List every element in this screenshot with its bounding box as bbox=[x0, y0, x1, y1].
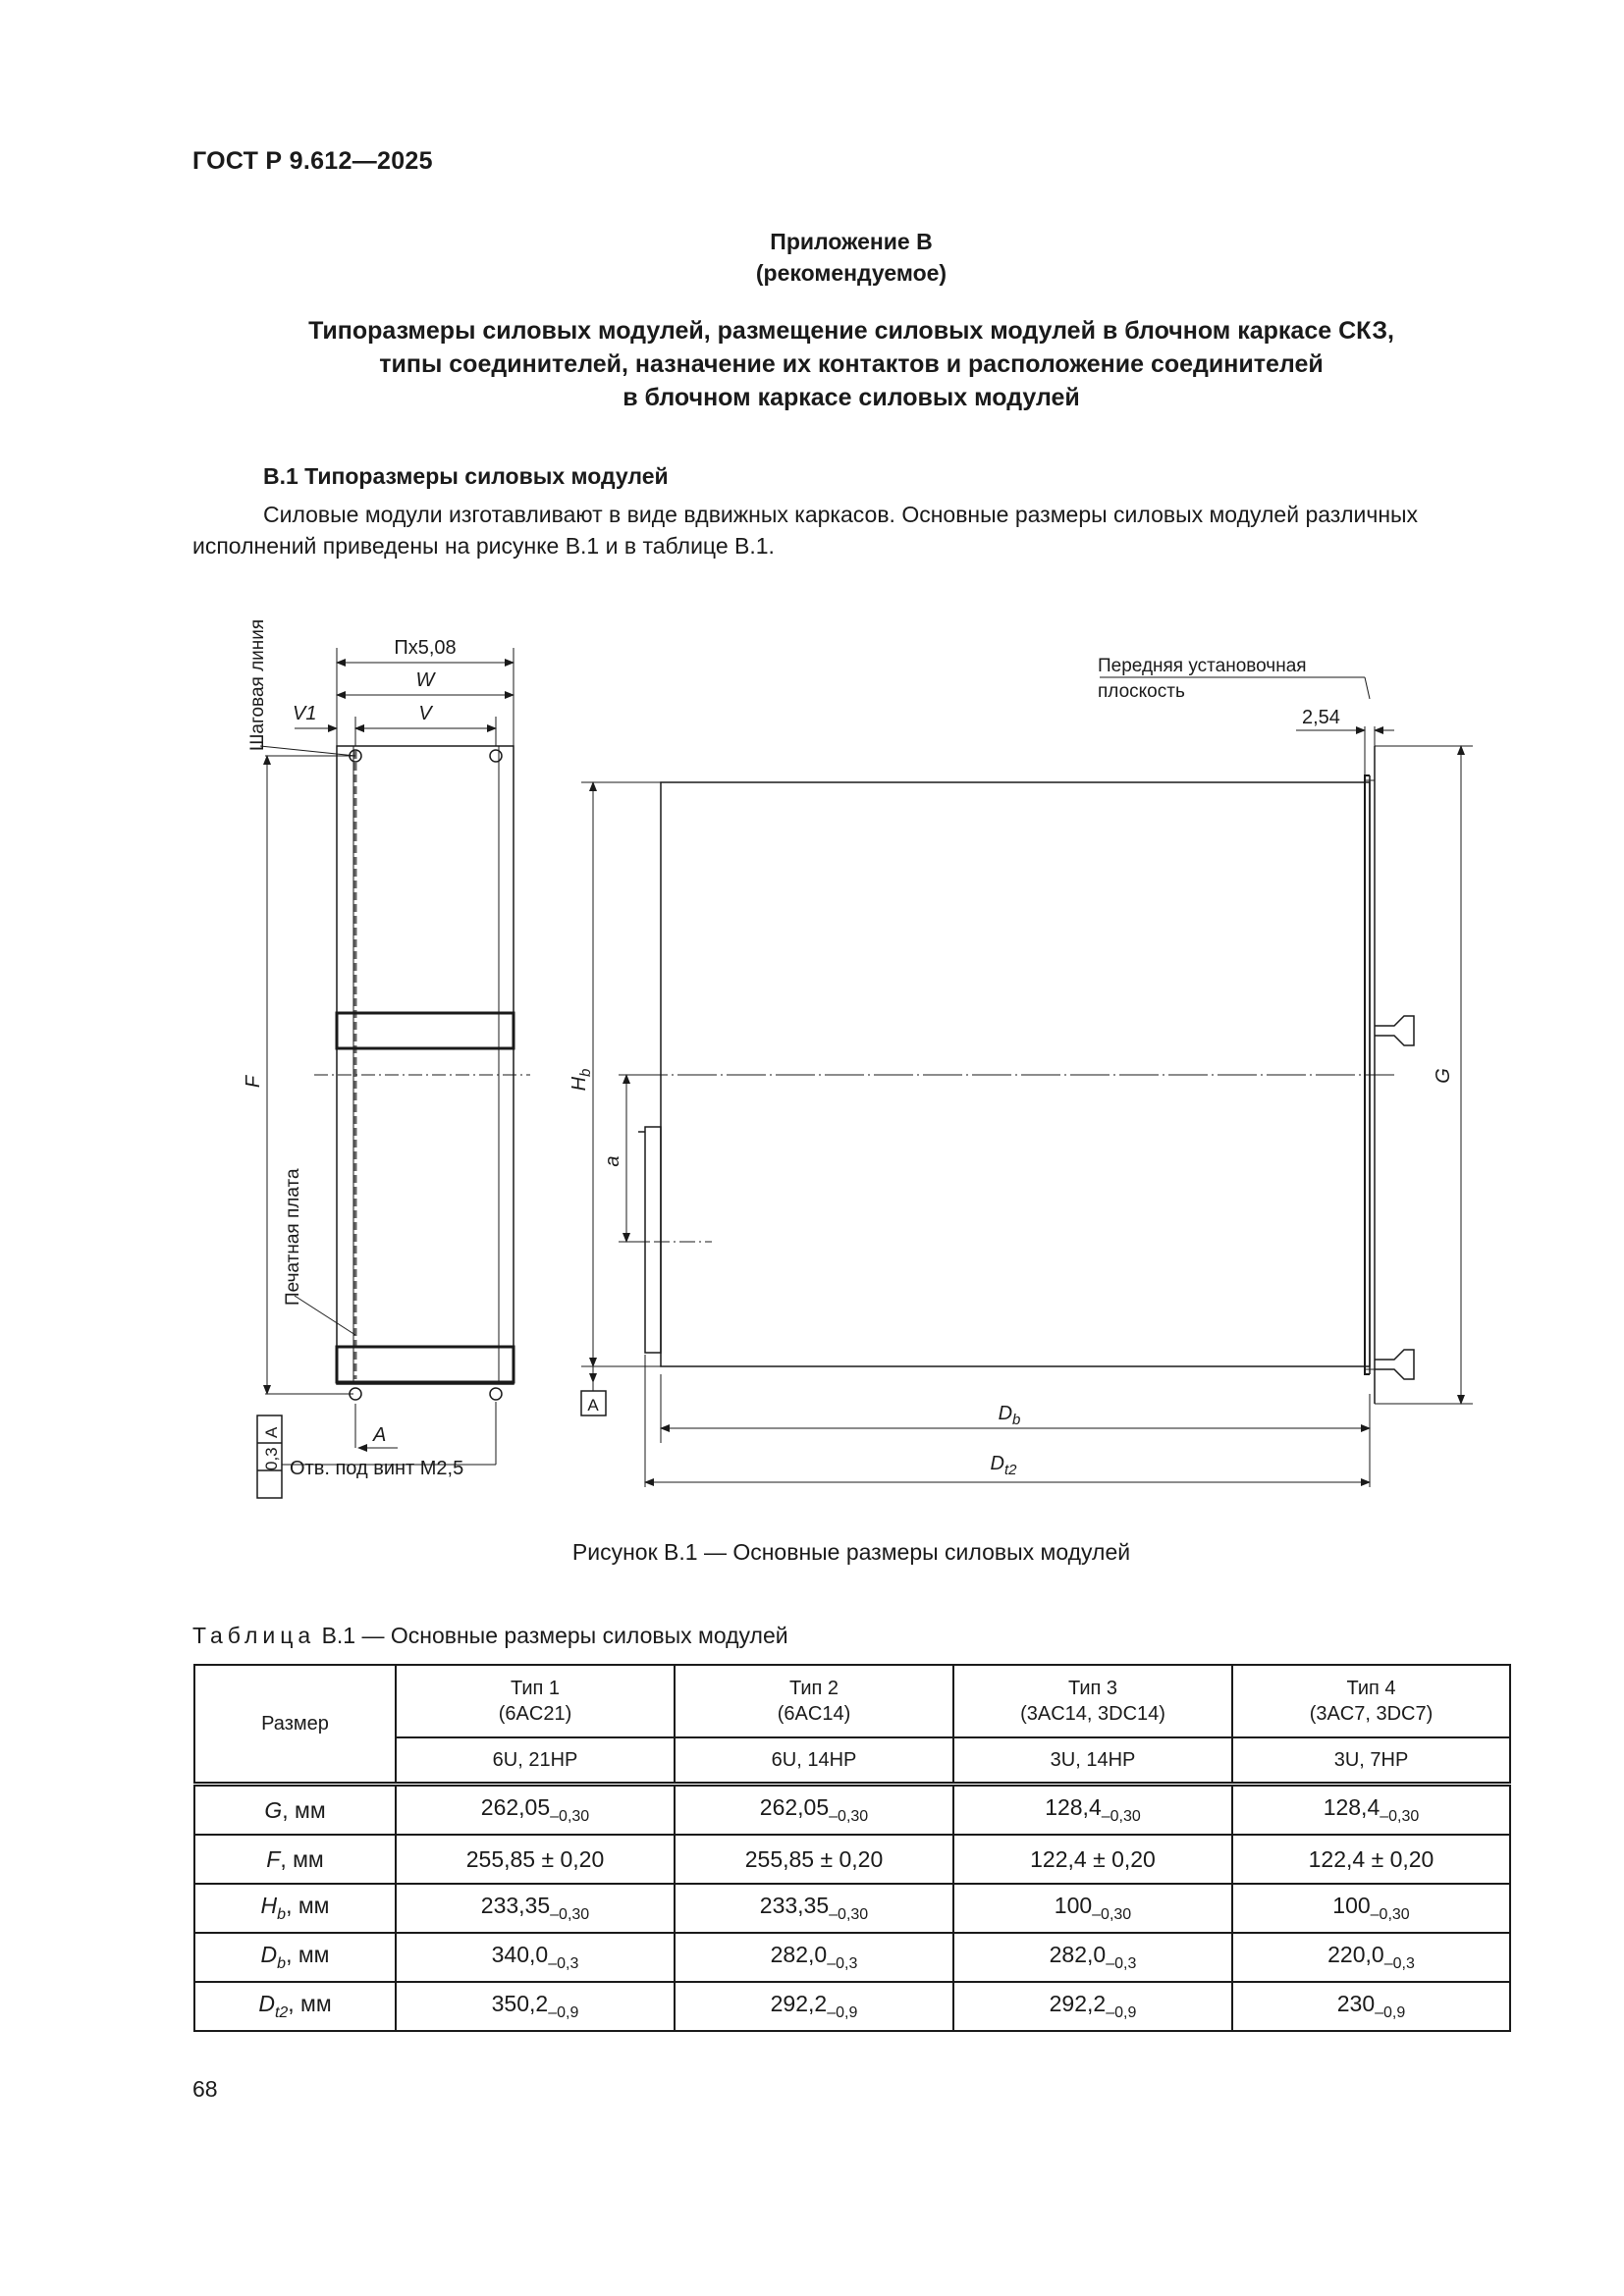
value-cell: $292,2_{-0,9}$ bbox=[675, 1982, 953, 2031]
units-header: 6U, 14HP bbox=[675, 1737, 953, 1785]
value-cell: $282,0_{-0,3}$ bbox=[953, 1933, 1232, 1982]
hb-label: $H_b$ bbox=[568, 1068, 594, 1092]
value-cell: $220,0_{-0,3}$ bbox=[1232, 1933, 1510, 1982]
section-paragraph: Силовые модули изготавливают в виде вдвижных каркасов. Основные размеры силовых модулей различных исполнений приведены на рисунке В.1 и в таблице В.1. bbox=[192, 502, 1419, 559]
front-panel-outline bbox=[337, 746, 514, 1384]
param-cell: $H_b$, мм bbox=[194, 1884, 396, 1933]
figure-caption: Рисунок В.1 — Основные размеры силовых модулей bbox=[571, 1539, 1131, 1565]
pitch-label: Пх5,08 bbox=[394, 637, 457, 659]
title-line-1: Типоразмеры силовых модулей, размещение силовых модулей в блочном каркасе СКЗ, bbox=[308, 317, 1394, 345]
v-label: V bbox=[418, 703, 432, 724]
units-header: 3U, 7HP bbox=[1232, 1737, 1510, 1785]
size-header: Размер bbox=[194, 1665, 396, 1785]
table-row bbox=[194, 1835, 1510, 1884]
type-header: Тип 2 (6AC14) bbox=[675, 1665, 953, 1737]
param-cell: $D_{t2}$, мм bbox=[194, 1982, 396, 2031]
handle-bottom bbox=[1375, 1350, 1414, 1379]
title-line-2: типы соединителей, назначение их контактов и расположение соединителей bbox=[379, 350, 1324, 378]
tolerance-value: 0,3 bbox=[262, 1447, 281, 1470]
table-row bbox=[194, 1982, 1510, 2031]
value-cell: 122,4 ± 0,20 bbox=[953, 1835, 1232, 1884]
pcb-label: Печатная плата bbox=[283, 1168, 303, 1306]
value-cell: $340,0_{-0,3}$ bbox=[396, 1933, 675, 1982]
value-cell: 255,85 ± 0,20 bbox=[675, 1835, 953, 1884]
param-cell: $D_b$, мм bbox=[194, 1933, 396, 1982]
value-cell: $292,2_{-0,9}$ bbox=[953, 1982, 1232, 2031]
value-cell: 255,85 ± 0,20 bbox=[396, 1835, 675, 1884]
dimensions-table bbox=[193, 1664, 1511, 2032]
value-cell: $100_{-0,30}$ bbox=[1232, 1884, 1510, 1933]
front-plane-label-1: Передняя установочная bbox=[1098, 656, 1307, 676]
value-cell: $262,05_{-0,30}$ bbox=[675, 1785, 953, 1836]
value-cell: $230_{-0,9}$ bbox=[1232, 1982, 1510, 2031]
pitch-line-label: Шаговая линия bbox=[247, 618, 268, 751]
param-cell: F, мм bbox=[194, 1835, 396, 1884]
screw-hole bbox=[490, 750, 502, 762]
table-row bbox=[194, 1933, 1510, 1982]
value-cell: 122,4 ± 0,20 bbox=[1232, 1835, 1510, 1884]
handle-top bbox=[1375, 1016, 1414, 1045]
type-header: Тип 1 (6AC21) bbox=[396, 1665, 675, 1737]
v1-label: V1 bbox=[293, 703, 317, 724]
value-cell: $350,2_{-0,9}$ bbox=[396, 1982, 675, 2031]
units-header: 3U, 14HP bbox=[953, 1737, 1232, 1785]
appendix-label: Приложение В bbox=[770, 229, 933, 254]
db-label: $D_b$ bbox=[998, 1403, 1021, 1428]
f-label: F bbox=[243, 1075, 264, 1089]
value-cell: $262,05_{-0,30}$ bbox=[396, 1785, 675, 1836]
section-heading: В.1 Типоразмеры силовых модулей bbox=[263, 463, 669, 489]
document-code: ГОСТ Р 9.612—2025 bbox=[192, 147, 433, 175]
value-cell: $100_{-0,30}$ bbox=[953, 1884, 1232, 1933]
value-cell: $233,35_{-0,30}$ bbox=[675, 1884, 953, 1933]
page-number: 68 bbox=[192, 2076, 218, 2102]
screw-hole bbox=[490, 1388, 502, 1400]
table-row bbox=[194, 1785, 1510, 1836]
appendix-status: (рекомендуемое) bbox=[755, 260, 947, 286]
w-label: W bbox=[415, 669, 435, 691]
type-header: Тип 4 (3AC7, 3DC7) bbox=[1232, 1665, 1510, 1737]
table-row bbox=[194, 1884, 1510, 1933]
param-cell: G, мм bbox=[194, 1785, 396, 1836]
table-caption: Таблица В.1 — Основные размеры силовых модулей bbox=[192, 1623, 788, 1648]
front-plane-label-2: плоскость bbox=[1098, 681, 1185, 702]
datum-label: A bbox=[587, 1396, 599, 1415]
lower-rail bbox=[337, 1347, 514, 1382]
g-label: G bbox=[1433, 1068, 1454, 1084]
a-small-label: A bbox=[373, 1424, 387, 1446]
offset-label: 2,54 bbox=[1302, 707, 1340, 728]
tolerance-datum: A bbox=[262, 1426, 281, 1438]
units-header: 6U, 21HP bbox=[396, 1737, 675, 1785]
dt2-label: $D_{t2}$ bbox=[990, 1453, 1017, 1478]
hole-label: Отв. под винт М2,5 bbox=[290, 1458, 464, 1479]
value-cell: $128,4_{-0,30}$ bbox=[1232, 1785, 1510, 1836]
upper-rail bbox=[337, 1013, 514, 1048]
value-cell: $128,4_{-0,30}$ bbox=[953, 1785, 1232, 1836]
value-cell: $282,0_{-0,3}$ bbox=[675, 1933, 953, 1982]
value-cell: $233,35_{-0,30}$ bbox=[396, 1884, 675, 1933]
title-line-3: в блочном каркасе силовых модулей bbox=[623, 384, 1080, 411]
a-label: a bbox=[602, 1155, 623, 1167]
type-header: Тип 3 (3AC14, 3DC14) bbox=[953, 1665, 1232, 1737]
rear-connector bbox=[645, 1127, 661, 1353]
